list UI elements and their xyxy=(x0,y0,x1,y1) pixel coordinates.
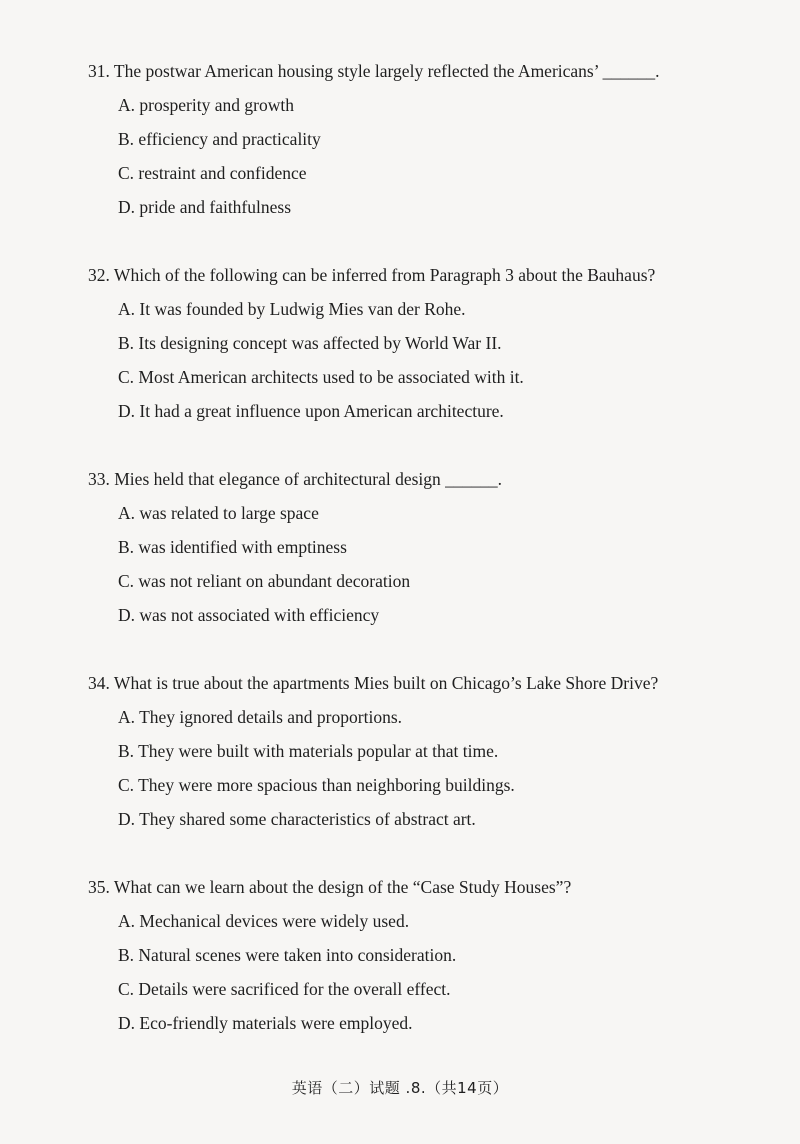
question-33 xyxy=(88,468,738,626)
question-31 xyxy=(88,60,738,218)
option-b: B. efficiency and practicality xyxy=(118,129,321,149)
option-b: B. They were built with materials popular at that time. xyxy=(118,741,499,761)
option-b: B. Its designing concept was affected by World War II. xyxy=(118,333,502,353)
option-b: B. was identified with emptiness xyxy=(118,537,347,557)
option-c: C. Details were sacrificed for the overall effect. xyxy=(118,979,451,999)
option-d: D. was not associated with efficiency xyxy=(118,605,380,625)
option-b: B. Natural scenes were taken into consideration. xyxy=(118,945,457,965)
option-c: C. They were more spacious than neighboring buildings. xyxy=(118,775,515,795)
question-32 xyxy=(88,264,738,422)
option-d: D. It had a great influence upon American architecture. xyxy=(118,401,504,421)
option-a: A. prosperity and growth xyxy=(118,95,294,115)
option-c: C. restraint and confidence xyxy=(118,163,307,183)
option-c: C. Most American architects used to be associated with it. xyxy=(118,367,524,387)
option-a: A. Mechanical devices were widely used. xyxy=(118,911,410,931)
option-list xyxy=(88,910,738,1034)
option-list xyxy=(88,298,738,422)
question-stem: 32. Which of the following can be inferred from Paragraph 3 about the Bauhaus? xyxy=(88,265,656,285)
option-a: A. It was founded by Ludwig Mies van der Rohe. xyxy=(118,299,466,319)
option-a: A. was related to large space xyxy=(118,503,319,523)
option-list xyxy=(88,706,738,830)
option-list xyxy=(88,94,738,218)
question-stem: 35. What can we learn about the design of the “Case Study Houses”? xyxy=(88,877,572,897)
option-d: D. Eco-friendly materials were employed. xyxy=(118,1013,413,1033)
question-35 xyxy=(88,876,738,1034)
question-stem: 34. What is true about the apartments Mies built on Chicago’s Lake Shore Drive? xyxy=(88,673,659,693)
option-d: D. pride and faithfulness xyxy=(118,197,292,217)
question-stem: 33. Mies held that elegance of architectural design ______. xyxy=(88,469,503,489)
option-c: C. was not reliant on abundant decoration xyxy=(118,571,411,591)
option-d: D. They shared some characteristics of abstract art. xyxy=(118,809,476,829)
option-a: A. They ignored details and proportions. xyxy=(118,707,402,727)
option-list xyxy=(88,502,738,626)
page-footer: 英语（二）试题 .8.（共14页） xyxy=(291,1079,509,1097)
question-stem: 31. The postwar American housing style largely reflected the Americans’ ______. xyxy=(88,61,660,81)
question-34 xyxy=(88,672,738,830)
